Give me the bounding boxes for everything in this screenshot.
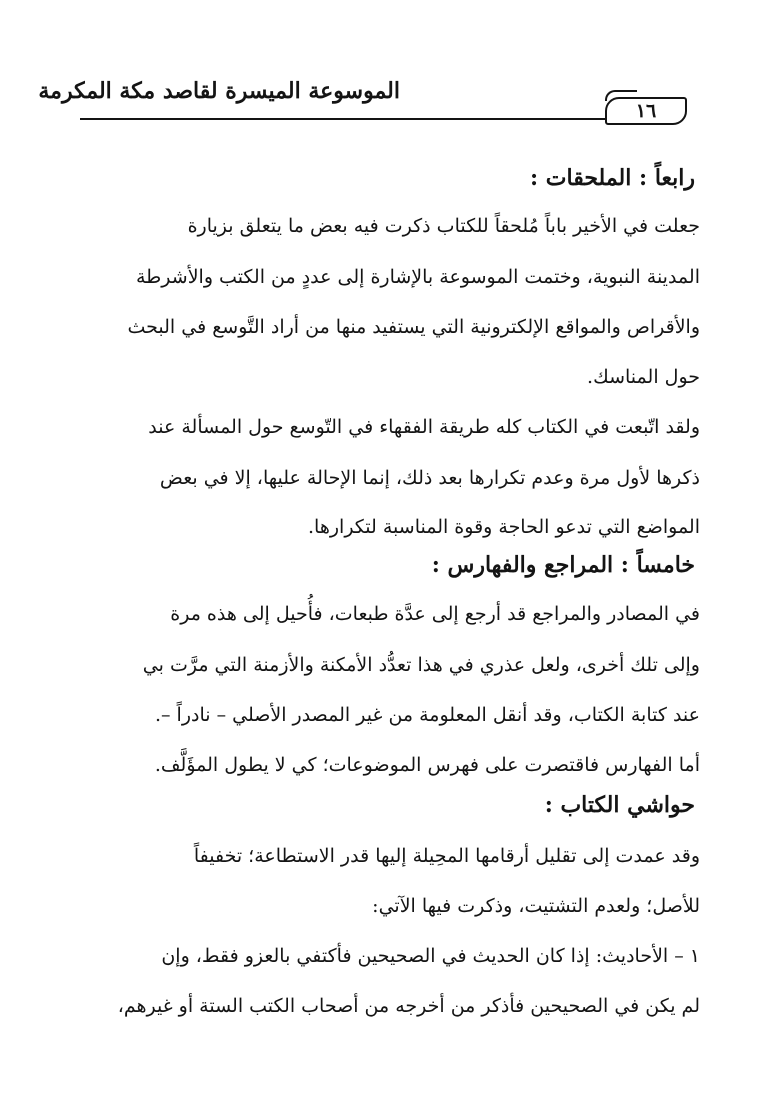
page-number-frame-tab xyxy=(605,90,637,101)
text-line: جعلت في الأخير باباً مُلحقاً للكتاب ذكرت فيه بعض ما يتعلق بزيارة xyxy=(187,215,700,237)
running-header-title: الموسوعة الميسرة لقاصد مكة المكرمة xyxy=(38,78,400,104)
page-number-frame xyxy=(605,97,687,125)
text-line: وقد عمدت إلى تقليل أرقامها المحِيلة إليها قدر الاستطاعة؛ تخفيفاً xyxy=(193,845,700,867)
text-line: ولقد اتّبعت في الكتاب كله طريقة الفقهاء في التّوسع حول المسألة عند xyxy=(148,416,700,438)
text-line: المواضع التي تدعو الحاجة وقوة المناسبة لتكرارها. xyxy=(308,516,700,538)
text-line: ذكرها لأول مرة وعدم تكرارها بعد ذلك، إنما الإحالة عليها، إلا في بعض xyxy=(159,467,700,489)
text-line: المدينة النبوية، وختمت الموسوعة بالإشارة إلى عددٍ من الكتب والأشرطة xyxy=(136,266,700,288)
text-line: عند كتابة الكتاب، وقد أنقل المعلومة من غير المصدر الأصلي – نادراً –. xyxy=(154,704,700,726)
header-rule xyxy=(80,118,665,120)
text-line: أما الفهارس فاقتصرت على فهرس الموضوعات؛ كي لا يطول المؤَلَّف. xyxy=(154,754,700,776)
text-line: ١ – الأحاديث: إذا كان الحديث في الصحيحين فأكتفي بالعزو فقط، وإن xyxy=(161,945,700,967)
page-number: ١٦ xyxy=(635,100,657,122)
text-line: وإلى تلك أخرى، ولعل عذري في هذا تعدُّد الأمكنة والأزمنة التي مرَّت بي xyxy=(142,654,700,676)
section-heading-footnotes: حواشي الكتاب : xyxy=(544,792,695,818)
text-line: حول المناسك. xyxy=(587,366,700,388)
text-line: والأقراص والمواقع الإلكترونية التي يستفيد منها من أراد التَّوسع في البحث xyxy=(127,316,700,338)
text-line: في المصادر والمراجع قد أرجع إلى عدَّة طبعات، فأُحيل إلى هذه مرة xyxy=(170,603,700,625)
section-heading-appendices: رابعاً : الملحقات : xyxy=(530,165,695,191)
text-line: للأصل؛ ولعدم التشتيت، وذكرت فيها الآتي: xyxy=(372,895,700,917)
text-line: لم يكن في الصحيحين فأذكر من أخرجه من أصحاب الكتب الستة أو غيرهم، xyxy=(117,995,700,1017)
section-heading-references: خامساً : المراجع والفهارس : xyxy=(431,552,695,578)
